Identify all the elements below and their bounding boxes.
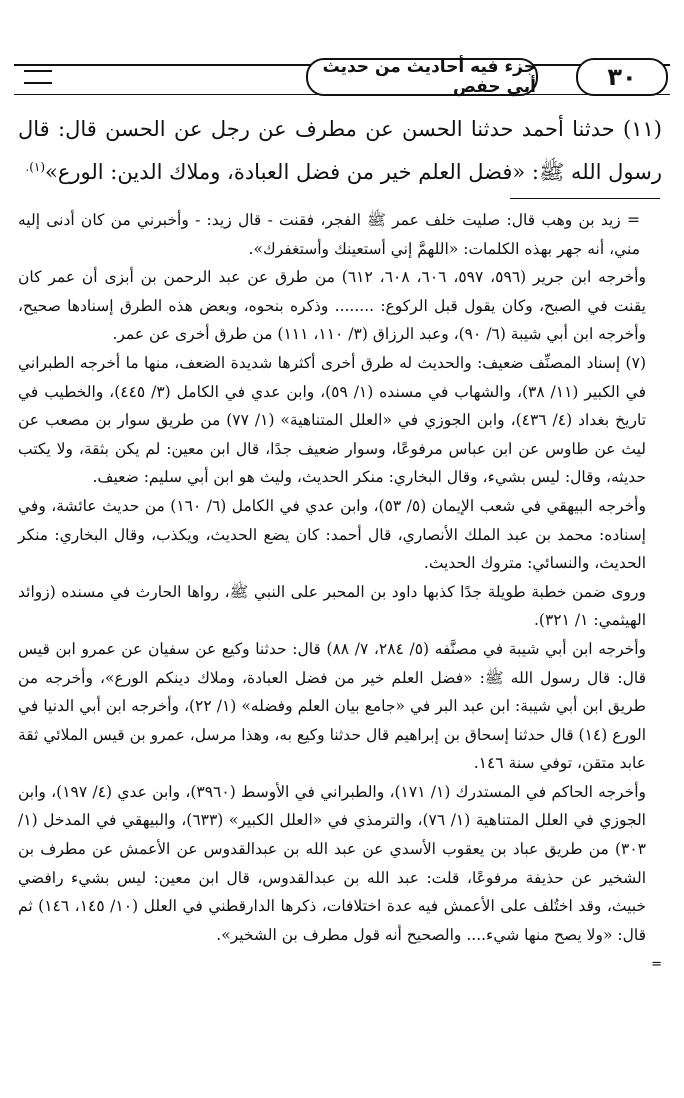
hadith-body: (١١) حدثنا أحمد حدثنا الحسن عن مطرف عن رجل عن الحسن قال: قال رسول الله ﷺ: «فضل العلم خير من فضل العبادة، وملاك الدين: الورع» bbox=[18, 117, 662, 184]
footnotes-section bbox=[18, 206, 662, 980]
page-header bbox=[14, 58, 670, 98]
footnote-paragraph: وروى ضمن خطبة طويلة جدًا كذبها داود بن المحبر على النبي ﷺ، رواها الحارث في مسنده (زوائد الهيثمي: ١/ ٣٢١). bbox=[18, 582, 646, 630]
continuation-mark: = bbox=[651, 957, 662, 973]
footnote-paragraph: وأخرجه البيهقي في شعب الإيمان (٥/ ٥٣)، وابن عدي في الكامل (٦/ ١٦٠) من حديث عائشة، وفي إسناده: محمد بن عبد الملك الأنصاري، قال أحمد: كان يضع الحديث، ويكذب، وقال البخاري: منكر الحديث، والنسائي: متروك الحديث. bbox=[18, 496, 646, 573]
footnote-reference: (١). bbox=[25, 160, 46, 174]
footnote-paragraph: = زيد بن وهب قال: صليت خلف عمر ﷺ الفجر، فقنت - قال زيد: - وأخبرني من كان أدنى إليه مني، أنه جهر بهذه الكلمات: «اللهمَّ إني أستعينك وأستغفرك». bbox=[18, 211, 640, 258]
header-ornament bbox=[24, 70, 52, 84]
hadith-text bbox=[18, 110, 662, 191]
footnote-divider bbox=[510, 198, 660, 199]
running-title-text: جزء فيه أحاديث من حديث أبي حفص bbox=[322, 57, 536, 97]
footnote-paragraph: (٧) إسناد المصنِّف ضعيف: والحديث له طرق أخرى أكثرها شديدة الضعف، منها ما أخرجه الطبراني في الكبير (١١/ ٣٨)، والشهاب في مسنده (١/ ٥٩)، وابن عدي في الكامل (٣/ ٤٤٥)، والخطيب في تاريخ بغداد (٤/ ٤٣٦)، وابن الجوزي في «العلل المتناهية» (١/ ٧٧) من طريق سوار بن مصعب عن ليث عن طاوس عن ابن عباس مرفوعًا، وسوار ضعيف جدًا، قال ابن معين: لم يكن بثقة، ولا يكتب حديثه، وقال: ليس بشيء، وقال البخاري: منكر الحديث، وليث هو ابن أبي سليم: ضعيف. bbox=[18, 353, 647, 487]
footnote-paragraph: وأخرجه الحاكم في المستدرك (١/ ١٧١)، والطبراني في الأوسط (٣٩٦٠)، وابن عدي (٤/ ١٩٧)، وابن الجوزي في العلل المتناهية (١/ ٧٦)، والترمذي في «العلل الكبير» (٦٣٣)، والبيهقي في المدخل (١/ ٣٠٣) من طريق عباد بن يعقوب الأسدي عن عبد الله بن عبدالقدوس عن الأعمش عن مطرف بن الشخير عن حذيفة مرفوعًا، قلت: عبد الله بن عبدالقدوس، قال ابن معين: ليس بشيء رافضي خبيث، وقد اختُلف على الأعمش فيه عدة اختلافات، ذكرها الدارقطني في العلل (١٠/ ١٤٥، ١٤٦) ثم قال: «ولا يصح منها شيء.... والصحيح أنه قول مطرف بن الشخير». bbox=[18, 782, 647, 944]
page-number-text: ٣٠ bbox=[607, 63, 637, 91]
footnote-paragraph: وأخرجه ابن جرير (٥٩٦، ٥٩٧، ٦٠٦، ٦٠٨، ٦١٢) من طرق عن عبد الرحمن بن أبزى أن عمر كان يقنت في الصبح، وكان يقول قبل الركوع: ........ وذكره بنحوه، وبعض هذه الطرق إسنادها صحيح، وأخرجه ابن أبي شيبة (٦/ ٩٠)، وعبد الرزاق (٣/ ١١٠، ١١١) من طرق أخرى عن عمر. bbox=[18, 268, 646, 344]
running-title bbox=[306, 58, 538, 96]
page-number bbox=[576, 58, 668, 96]
footnote-paragraph: وأخرجه ابن أبي شيبة في مصنَّفه (٥/ ٢٨٤، ٧/ ٨٨) قال: حدثنا وكيع عن سفيان عن عمرو ابن قيس قال: قال رسول الله ﷺ: «فضل العلم خير من فضل العبادة، وملاك دينكم الورع»، وأخرجه من طريق ابن أبي شيبة: ابن عبد البر في «جامع بيان العلم وفضله» (١/ ٢٢)، وأخرجه ابن أبي الدنيا في الورع (١٤) قال حدثنا إسحاق بن إبراهيم قال حدثنا وكيع به، وهذا مرسل، عمرو بن قيس الملائي ثقة عابد متقن، توفي سنة ١٤٦. bbox=[18, 639, 647, 773]
